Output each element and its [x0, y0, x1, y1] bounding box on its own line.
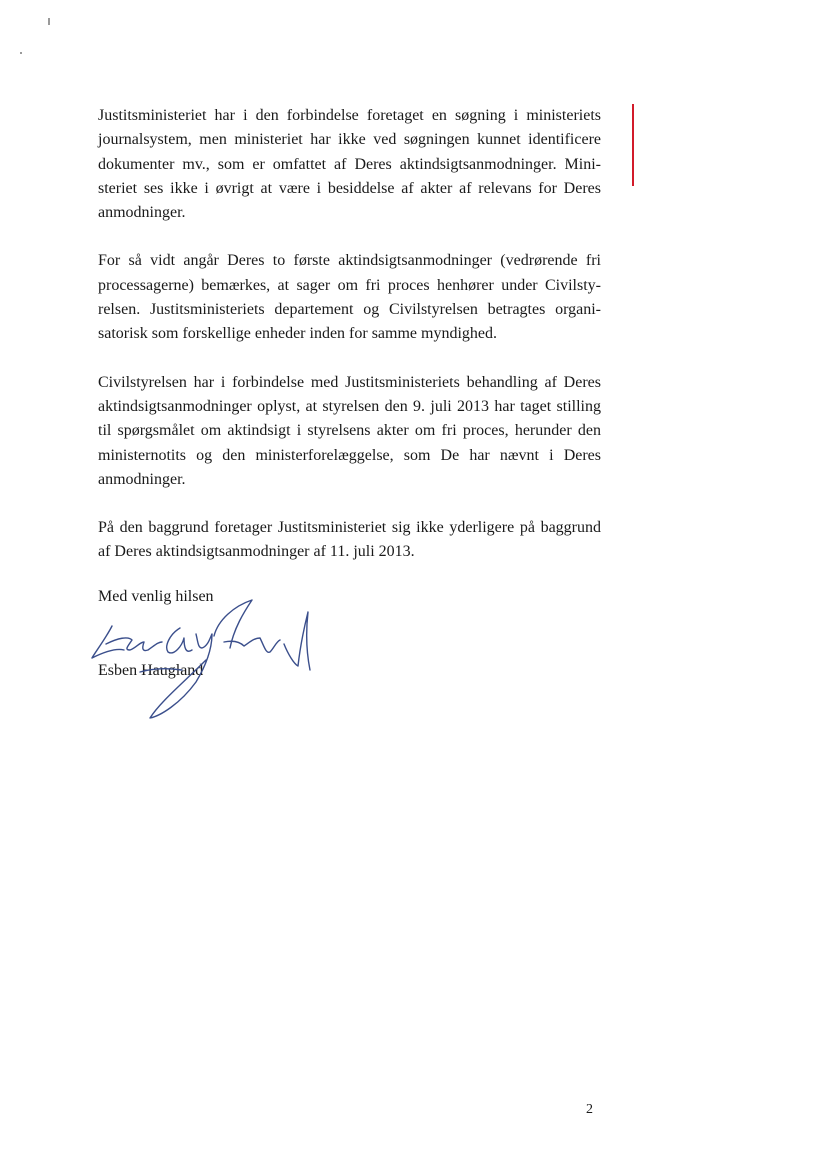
letter-body [98, 104, 601, 589]
margin-accent-rule [632, 104, 634, 186]
page-number: 2 [586, 1102, 593, 1117]
signer-name: Esben Haugland [98, 662, 204, 679]
paragraph-civil-agency: Civilstyrelsen har i forbindelse med Justitsministeriets behandling af Deres aktindsigtsanmodninger oplyst, at styrelsen den 9. juli 2013 har taget stilling til spørgsmålet om aktindsigt i styrelsens akter om fri proces, herunder den ministernotits og den ministerforelæggelse, som De har nævnt i Deres anmodninger. [98, 373, 601, 488]
closing-greeting: Med venlig hilsen [98, 588, 214, 605]
paragraph-free-process: For så vidt angår Deres to første aktindsigtsanmodninger (vedrørende fri processagerne) bemærkes, at sager om fri proces henhører under Civilstyrelsen. Justitsministeriets departement og Civilstyrelsen betragtes organisatorisk som forskellige enheder inden for samme myndighed. [98, 252, 601, 343]
paragraph-conclusion: På den baggrund foretager Justitsministeriet sig ikke yderligere på baggrund af Deres aktindsigtsanmodninger af 11. juli 2013. [98, 519, 601, 561]
handwritten-signature [84, 598, 324, 723]
scan-speck-top [48, 18, 50, 25]
scan-speck-left [20, 52, 22, 54]
paragraph-search-result: Justitsministeriet har i den forbindelse foretaget en søgning i ministeriets journalsystem, men ministeriet har ikke ved søgningen kunnet identificere dokumenter mv., som er omfattet af Deres aktindsigtsanmodninger. Ministeriet ses ikke i øvrigt at være i besiddelse af akter af relevans for Deres anmodninger. [98, 107, 601, 222]
